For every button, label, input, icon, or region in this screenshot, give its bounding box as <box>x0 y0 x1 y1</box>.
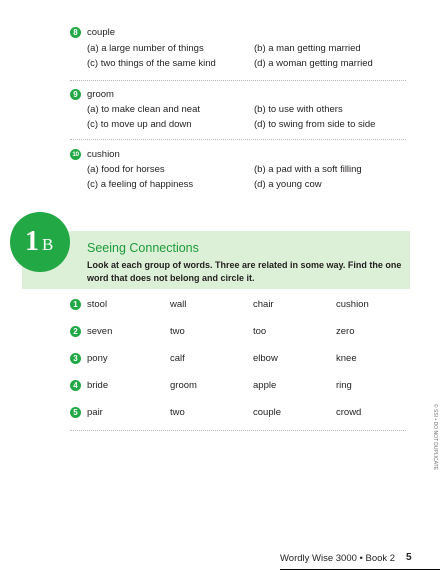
option-b[interactable]: (b) to use with others <box>254 104 343 115</box>
group-number-4: 4 <box>70 380 81 391</box>
divider <box>70 80 406 81</box>
group-word[interactable]: couple <box>253 407 281 418</box>
group-word[interactable]: too <box>253 326 267 337</box>
group-word[interactable]: pair <box>87 407 103 418</box>
question-word: couple <box>87 27 115 38</box>
group-number-2: 2 <box>70 326 81 337</box>
group-word[interactable]: bride <box>87 380 109 391</box>
group-word[interactable]: seven <box>87 326 113 337</box>
section-badge <box>10 212 70 272</box>
group-word[interactable]: ring <box>336 380 352 391</box>
group-word[interactable]: cushion <box>336 299 369 310</box>
option-d[interactable]: (d) a woman getting married <box>254 58 373 69</box>
group-word[interactable]: groom <box>170 380 197 391</box>
group-word[interactable]: zero <box>336 326 355 337</box>
page-number: 5 <box>406 552 412 563</box>
question-word: groom <box>87 89 114 100</box>
group-number-3: 3 <box>70 353 81 364</box>
group-word[interactable]: chair <box>253 299 274 310</box>
group-number-5: 5 <box>70 407 81 418</box>
option-d[interactable]: (d) a young cow <box>254 179 322 190</box>
footer-book-title: Wordly Wise 3000 • Book 2 <box>280 553 396 564</box>
group-word[interactable]: crowd <box>336 407 362 418</box>
option-d[interactable]: (d) to swing from side to side <box>254 119 376 130</box>
option-a[interactable]: (a) food for horses <box>87 164 165 175</box>
question-number-8: 8 <box>70 27 81 38</box>
option-c[interactable]: (c) a feeling of happiness <box>87 179 194 190</box>
option-a[interactable]: (a) to make clean and neat <box>87 104 201 115</box>
group-word[interactable]: pony <box>87 353 108 364</box>
section-badge-letter: B <box>42 235 54 254</box>
question-word: cushion <box>87 149 120 160</box>
group-word[interactable]: two <box>170 326 185 337</box>
section-badge-number: 1 <box>25 226 39 257</box>
group-word[interactable]: apple <box>253 380 277 391</box>
group-word[interactable]: knee <box>336 353 357 364</box>
divider <box>70 430 406 431</box>
group-word[interactable]: stool <box>87 299 108 310</box>
question-number-10: 10 <box>70 149 81 160</box>
option-b[interactable]: (b) a pad with a soft filling <box>254 164 362 175</box>
question-number-9: 9 <box>70 89 81 100</box>
group-word[interactable]: two <box>170 407 185 418</box>
section-title: Seeing Connections <box>87 241 199 255</box>
group-word[interactable]: calf <box>170 353 185 364</box>
group-word[interactable]: elbow <box>253 353 278 364</box>
group-word[interactable]: wall <box>170 299 187 310</box>
divider <box>70 139 406 140</box>
option-b[interactable]: (b) a man getting married <box>254 43 361 54</box>
option-c[interactable]: (c) two things of the same kind <box>87 58 216 69</box>
section-instructions: Look at each group of words. Three are related in some way. Find the one word that does not belong and circle it. <box>87 260 402 283</box>
copyright-note: © SSI • DO NOT DUPLICATE <box>432 403 438 470</box>
option-c[interactable]: (c) to move up and down <box>87 119 192 130</box>
option-a[interactable]: (a) a large number of things <box>87 43 204 54</box>
group-number-1: 1 <box>70 299 81 310</box>
